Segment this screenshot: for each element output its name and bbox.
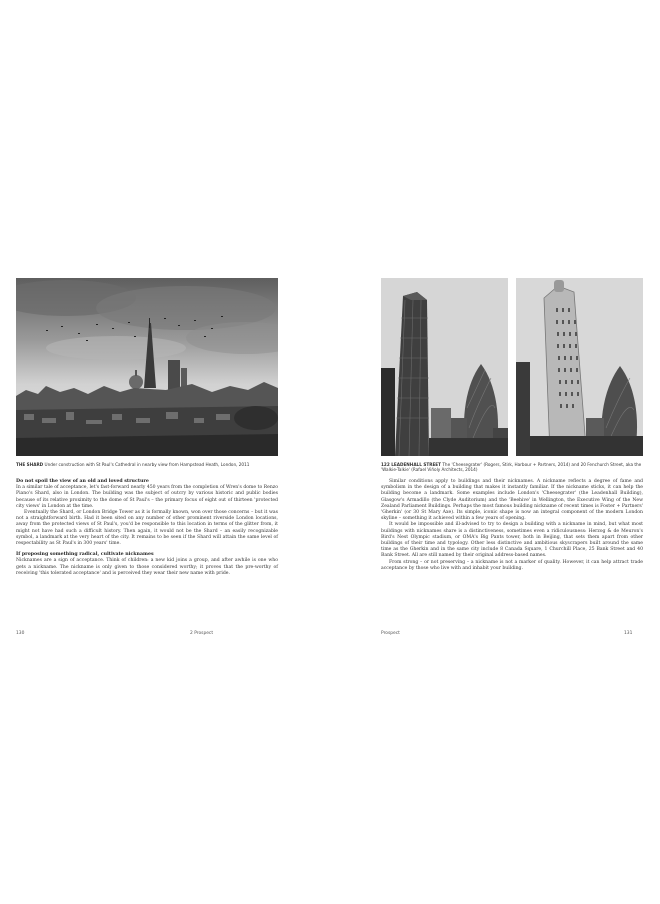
right-caption-text: The 'Cheesegrater' (Rogers, Stirk, Harbour + Partners, 2014) and 20 Fenchurch Street, aka the 'Walkie-Talkie' (Rafael Viñoly Architects, 2014) bbox=[381, 462, 642, 472]
cheesegrater-gherkin-photo bbox=[381, 278, 508, 456]
right-caption-title: 122 LEADENHALL STREET bbox=[381, 462, 442, 467]
left-heading-2: If proposing something radical, cultivate nicknames bbox=[16, 552, 154, 558]
left-running-footer: 2 Prospect bbox=[190, 631, 214, 636]
grater-gherkin-photo bbox=[516, 278, 643, 456]
left-paragraph-2: Eventually the Shard, or London Bridge Tower as it is formally known, won over those concerns – but it was not a straightforward birth. Had it been sited on any number of other prominent riverside London locations, away from the protected views of St Paul's, you'd be responsible to this location in terms of the glitter from, it might not have had such a difficult history. Then again, it would not be the Shard – an easily recognizable symbol, a landmark at the very heart of the city. It remains to be seen if the Shard will attain the same level of respectability as St Paul's in 300 years' time. bbox=[16, 510, 278, 547]
left-paragraph-1: In a similar tale of acceptance, let's fast-forward nearly 450 years from the completion of Wren's dome to Renzo Piano's Shard, also in London. The building was the subject of outcry by various historic and public bodies because of its relative proximity to the dome of St Paul's – the primary focus of eight out of thirteen 'protected city views' in London at the time. bbox=[16, 485, 278, 509]
right-text-column bbox=[381, 479, 643, 572]
left-paragraph-3: Nicknames are a sign of acceptance. Think of children: a new kid joins a group, and after awhile is one who gets a nickname. The nickname is only given to those considered worthy; it proves that the pre-worthy of receiving 'this tolerated acceptance' and is perceived they wear their new name with pride. bbox=[16, 558, 278, 576]
right-paragraph-2: It would be impossible and ill-advised to try to design a building with a nickname in mind, but what most buildings with nicknames share is a distinctiveness, sometimes even a ridiculousness: Herzog & de Meuron's Bird's Nest Olympic stadium, or OMA's Big Pants tower, both in Beijing, that sets them apart from other buildings of their time and typology. Other less distinctive and ambitious skyscrapers built around the same time as the Gherkin and in the same city include 8 Canada Square, 1 Churchill Place, 25 Bank Street and 40 Bank Street. All are still named by their original address-based names. bbox=[381, 522, 643, 559]
left-heading-1: Do not spoil the view of an old and loved structure bbox=[16, 479, 149, 484]
right-paragraph-3: From strong – or not preserving – a nickname is not a marker of quality. However, it can help attract trade acceptance by those who live with and inhabit your building. bbox=[381, 559, 643, 571]
right-paragraph-1: Similar conditions apply to buildings and their nicknames. A nickname reflects a degree of fame and symbolism in the design of a building that makes it instantly familiar. If the nickname sticks, it can help the building become a landmark. Some examples include London's 'Cheesegrater' (the Leadenhall Building), Glasgow's Armadillo (the Clyde Auditorium) and the 'Beehive' in Wellington, the Executive Wing of the New Zealand Parliament Buildings. Perhaps the most famous building nickname of recent times is Foster + Partners' 'Gherkin' (or 30 St Mary Axe). Its simple, iconic shape is now an integral component of the modern London skyline – something it achieved within a few years of opening. bbox=[381, 479, 643, 522]
left-page-number: 130 bbox=[16, 631, 25, 636]
left-photo-caption bbox=[16, 462, 278, 467]
right-photo-caption bbox=[381, 462, 643, 472]
left-caption-title: THE SHARD bbox=[16, 462, 44, 467]
shard-skyline-photo bbox=[16, 278, 278, 456]
left-text-column bbox=[16, 479, 278, 577]
left-caption-text: Under construction with St Paul's Cathedral in nearby view from Hampstead Heath, London, 2011 bbox=[44, 462, 250, 467]
right-page-number: 131 bbox=[624, 631, 633, 636]
right-running-footer: Prospect bbox=[381, 631, 400, 636]
